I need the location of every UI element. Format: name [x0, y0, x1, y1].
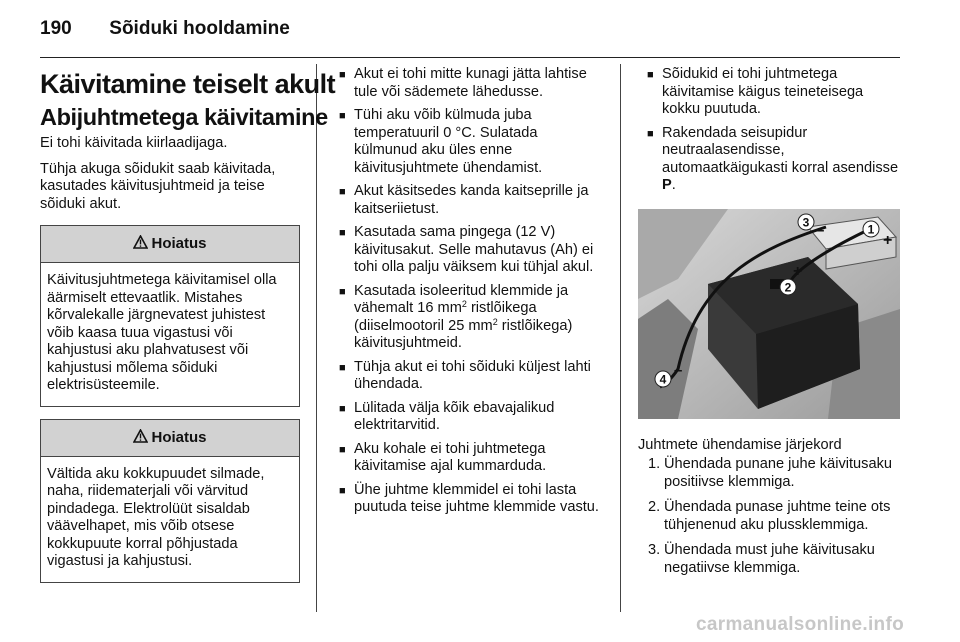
svg-text:1: 1	[867, 222, 875, 236]
warning-title-text: Hoiatus	[151, 428, 207, 446]
header-rule	[40, 57, 900, 58]
list-item: ■ Kasutada sama pingega (12 V) käivitusakut. Selle mahutavus (Ah) ei tohi olla palju väiksem kui tühjal akul.	[339, 224, 594, 275]
column-divider-2	[620, 64, 621, 612]
step-item: 1. Ühendada punane juhe käivitusaku positiivse klemmiga.	[648, 456, 892, 490]
paragraph-2: Tühja akuga sõidukit saab käivitada, kasutades käivitusjuhtmeid ja teise sõiduki akut.	[40, 160, 276, 212]
vehicle-prep-list	[638, 66, 900, 195]
step-item: 3. Ühendada must juhe käivitusaku negatiivse klemmiga.	[648, 542, 875, 576]
column-3	[638, 66, 900, 585]
svg-text:4: 4	[659, 372, 667, 386]
plus-sign: +	[793, 262, 803, 280]
watermark: carmanualsonline.info	[696, 614, 904, 635]
square-bullet-icon: ■	[339, 402, 346, 415]
minus-sign: –	[816, 221, 825, 239]
column-1	[40, 66, 336, 583]
label-3	[798, 214, 814, 230]
list-item: ■ Kasutada isoleeritud klemmide ja vähemalt 16 $mm^2$ ristlõikega (diiselmootoril 25 $mm^2$ ristlõikega) käivitusjuhtmeid.	[339, 282, 573, 351]
square-bullet-icon: ■	[339, 484, 346, 497]
square-bullet-icon: ■	[339, 443, 346, 456]
warning-box-text: Vältida aku kokkupuudet silmade, naha, riidematerjali või värvitud pindadega. Elektrolüüt sisaldab väävelhapet, mis võib otsese kokkupuute korral põhjustada vigastusi ja kahjustusi.	[47, 465, 265, 569]
square-bullet-icon: ■	[647, 127, 654, 140]
list-item: ■ Tühi aku võib külmuda juba temperatuuril 0 °C. Sulatada külmunud aku üles enne käivitusjuhtmete ühendamist.	[339, 107, 543, 176]
warning-box-2	[40, 419, 300, 583]
list-item: ■ Lülitada välja kõik ebavajalikud elektritarvitid.	[339, 399, 555, 433]
warning-triangle-icon	[133, 421, 148, 457]
page-number: 190	[40, 18, 72, 39]
label-1	[863, 221, 879, 237]
list-item: ■ Rakendada seisupidur neutraalasendisse, automaatkäigukasti korral asendisse P.	[647, 124, 899, 193]
svg-text:3: 3	[802, 215, 810, 229]
step-item: 2. Ühendada punase juhtme teine ots tühjenenud aku plussklemmiga.	[648, 499, 891, 533]
page-title: Käivitamine teiselt akult	[40, 69, 336, 99]
list-item: ■ Sõidukid ei tohi juhtmetega käivitamise käigus teineteisega kokku puutuda.	[647, 66, 864, 117]
paragraph-1: Ei tohi käivitada kiirlaadijaga.	[40, 135, 228, 151]
steps-list	[638, 456, 900, 577]
list-item: ■ Akut käsitsedes kanda kaitseprille ja kaitseriietust.	[339, 183, 589, 217]
warning-box-text: Käivitusjuhtmetega käivitamisel olla äärmiselt ettevaatlik. Mistahes kõrvalekalle järgnevatest juhistest võib kaasa tuua vigastusi või kahjustusi aku plahvatusest või kahjustusi mõlema sõiduki elektrisüsteemile.	[47, 272, 277, 393]
warning-box-1	[40, 225, 300, 407]
square-bullet-icon: ■	[339, 227, 346, 239]
column-divider-1	[316, 64, 317, 612]
list-item: ■ Tühja akut ei tohi sõiduki küljest lahti ühendada.	[339, 358, 591, 392]
warning-title-text: Hoiatus	[151, 235, 207, 252]
list-item: ■ Aku kohale ei tohi juhtmetega käivitamise ajal kummarduda.	[339, 440, 547, 474]
warning-box-title	[41, 226, 299, 263]
square-bullet-icon: ■	[339, 285, 346, 298]
minus-sign: –	[674, 361, 683, 379]
square-bullet-icon: ■	[339, 186, 346, 198]
warning-triangle-icon	[133, 227, 148, 263]
plus-sign: +	[883, 231, 893, 249]
section-subtitle: Abijuhtmetega käivitamine	[40, 104, 328, 130]
figure-caption: Juhtmete ühendamise järjekord	[638, 436, 842, 453]
svg-text:2: 2	[784, 280, 792, 294]
square-bullet-icon: ■	[647, 69, 654, 81]
square-bullet-icon: ■	[339, 361, 346, 374]
section-title: Sõiduki hooldamine	[109, 18, 290, 39]
square-bullet-icon: ■	[339, 110, 346, 122]
square-bullet-icon: ■	[339, 69, 346, 81]
list-item: ■ Ühe juhtme klemmidel ei tohi lasta puutuda teise juhtme klemmide vastu.	[339, 481, 599, 515]
precautions-list	[330, 66, 604, 517]
list-item: ■ Akut ei tohi mitte kunagi jätta lahtise tule või sädemete lähedusse.	[339, 66, 587, 100]
column-2	[330, 66, 604, 523]
label-2	[780, 279, 796, 295]
warning-box-title	[41, 420, 299, 457]
page-header	[40, 18, 290, 40]
jump-start-diagram	[638, 209, 900, 419]
label-4	[655, 371, 671, 387]
